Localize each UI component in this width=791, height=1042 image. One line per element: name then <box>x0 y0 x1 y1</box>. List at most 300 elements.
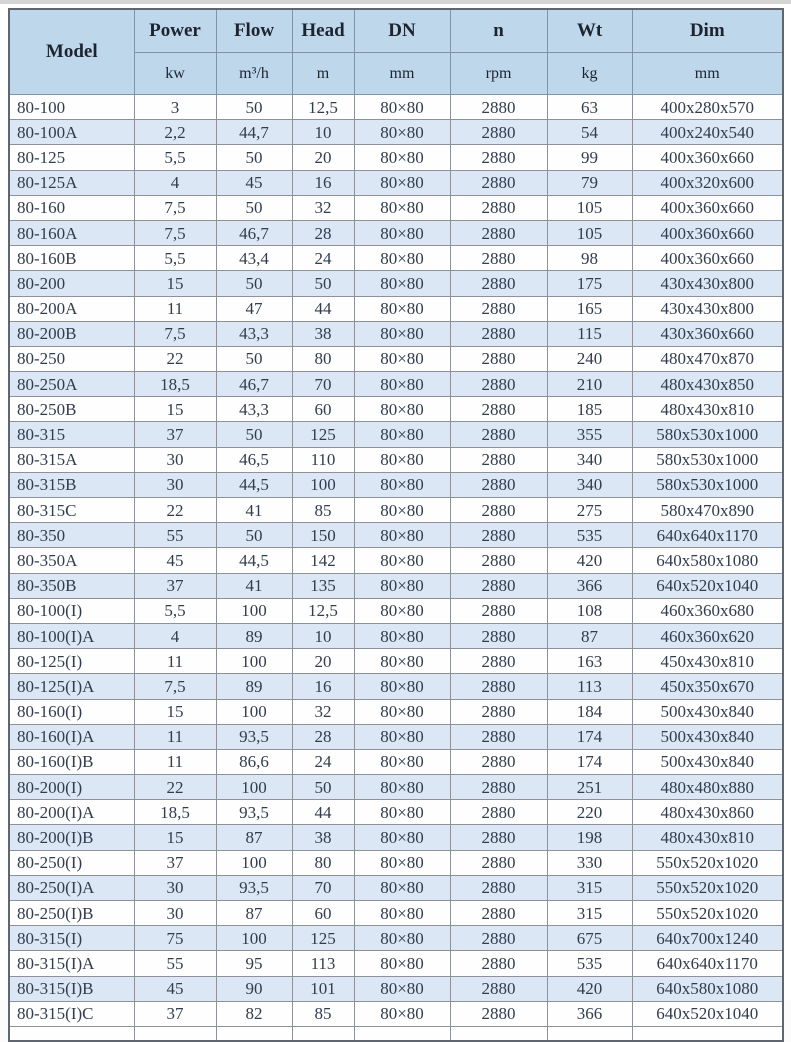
value-cell: 93,5 <box>216 800 292 825</box>
value-cell: 500x430x840 <box>632 724 783 749</box>
model-cell: 80-250(I) <box>9 850 134 875</box>
value-cell: 480x480x880 <box>632 775 783 800</box>
model-cell: 80-100 <box>9 95 134 120</box>
value-cell: 80×80 <box>354 674 450 699</box>
table-row <box>9 1001 783 1026</box>
table-row <box>9 372 783 397</box>
value-cell: 640x640x1170 <box>632 951 783 976</box>
value-cell: 2880 <box>450 372 547 397</box>
empty-cell <box>632 1026 783 1041</box>
table-row <box>9 674 783 699</box>
value-cell: 54 <box>547 120 632 145</box>
value-cell: 41 <box>216 573 292 598</box>
value-cell: 12,5 <box>292 95 354 120</box>
value-cell: 46,7 <box>216 220 292 245</box>
value-cell: 220 <box>547 800 632 825</box>
value-cell: 38 <box>292 321 354 346</box>
value-cell: 44,5 <box>216 548 292 573</box>
model-cell: 80-160(I) <box>9 699 134 724</box>
value-cell: 4 <box>134 170 216 195</box>
value-cell: 80×80 <box>354 825 450 850</box>
value-cell: 50 <box>216 523 292 548</box>
value-cell: 2880 <box>450 447 547 472</box>
value-cell: 50 <box>216 195 292 220</box>
value-cell: 100 <box>216 649 292 674</box>
model-cell: 80-315(I)B <box>9 976 134 1001</box>
table-row <box>9 95 783 120</box>
model-cell: 80-315(I) <box>9 926 134 951</box>
value-cell: 80×80 <box>354 498 450 523</box>
value-cell: 500x430x840 <box>632 699 783 724</box>
value-cell: 89 <box>216 674 292 699</box>
value-cell: 50 <box>292 271 354 296</box>
value-cell: 480x430x810 <box>632 825 783 850</box>
value-cell: 675 <box>547 926 632 951</box>
value-cell: 2880 <box>450 623 547 648</box>
empty-cell <box>9 1026 134 1041</box>
model-cell: 80-125A <box>9 170 134 195</box>
value-cell: 480x430x860 <box>632 800 783 825</box>
value-cell: 580x530x1000 <box>632 422 783 447</box>
value-cell: 640x700x1240 <box>632 926 783 951</box>
column-unit-head: m <box>292 53 354 95</box>
value-cell: 41 <box>216 498 292 523</box>
value-cell: 330 <box>547 850 632 875</box>
value-cell: 70 <box>292 372 354 397</box>
column-unit-flow: m³/h <box>216 53 292 95</box>
value-cell: 2880 <box>450 422 547 447</box>
value-cell: 80×80 <box>354 195 450 220</box>
value-cell: 20 <box>292 145 354 170</box>
value-cell: 251 <box>547 775 632 800</box>
value-cell: 46,5 <box>216 447 292 472</box>
value-cell: 80×80 <box>354 220 450 245</box>
value-cell: 44,5 <box>216 472 292 497</box>
value-cell: 38 <box>292 825 354 850</box>
value-cell: 37 <box>134 1001 216 1026</box>
value-cell: 400x360x660 <box>632 246 783 271</box>
value-cell: 450x350x670 <box>632 674 783 699</box>
value-cell: 80 <box>292 850 354 875</box>
table-row <box>9 472 783 497</box>
value-cell: 50 <box>292 775 354 800</box>
value-cell: 30 <box>134 901 216 926</box>
value-cell: 113 <box>547 674 632 699</box>
value-cell: 2880 <box>450 145 547 170</box>
model-cell: 80-160B <box>9 246 134 271</box>
value-cell: 30 <box>134 875 216 900</box>
model-cell: 80-315C <box>9 498 134 523</box>
value-cell: 135 <box>292 573 354 598</box>
value-cell: 420 <box>547 548 632 573</box>
value-cell: 85 <box>292 1001 354 1026</box>
value-cell: 15 <box>134 397 216 422</box>
value-cell: 80×80 <box>354 523 450 548</box>
value-cell: 28 <box>292 724 354 749</box>
value-cell: 400x360x660 <box>632 145 783 170</box>
value-cell: 2880 <box>450 800 547 825</box>
value-cell: 86,6 <box>216 749 292 774</box>
value-cell: 640x640x1170 <box>632 523 783 548</box>
model-cell: 80-250 <box>9 346 134 371</box>
value-cell: 11 <box>134 649 216 674</box>
table-row <box>9 397 783 422</box>
empty-cell <box>216 1026 292 1041</box>
value-cell: 11 <box>134 749 216 774</box>
value-cell: 100 <box>292 472 354 497</box>
value-cell: 340 <box>547 472 632 497</box>
value-cell: 430x360x660 <box>632 321 783 346</box>
value-cell: 80×80 <box>354 749 450 774</box>
value-cell: 2880 <box>450 573 547 598</box>
value-cell: 640x580x1080 <box>632 548 783 573</box>
value-cell: 80×80 <box>354 901 450 926</box>
value-cell: 400x360x660 <box>632 195 783 220</box>
value-cell: 80×80 <box>354 95 450 120</box>
value-cell: 80×80 <box>354 926 450 951</box>
value-cell: 43,4 <box>216 246 292 271</box>
column-unit-n: rpm <box>450 53 547 95</box>
value-cell: 580x470x890 <box>632 498 783 523</box>
value-cell: 2880 <box>450 95 547 120</box>
value-cell: 93,5 <box>216 875 292 900</box>
value-cell: 70 <box>292 875 354 900</box>
model-cell: 80-100(I)A <box>9 623 134 648</box>
pump-spec-table <box>8 8 784 1042</box>
value-cell: 87 <box>216 901 292 926</box>
value-cell: 80×80 <box>354 145 450 170</box>
value-cell: 80×80 <box>354 800 450 825</box>
value-cell: 85 <box>292 498 354 523</box>
model-cell: 80-315(I)A <box>9 951 134 976</box>
empty-cell <box>354 1026 450 1041</box>
empty-cell <box>134 1026 216 1041</box>
value-cell: 50 <box>216 145 292 170</box>
value-cell: 11 <box>134 296 216 321</box>
value-cell: 44,7 <box>216 120 292 145</box>
value-cell: 87 <box>216 825 292 850</box>
model-cell: 80-200B <box>9 321 134 346</box>
value-cell: 45 <box>134 548 216 573</box>
column-unit-dim: mm <box>632 53 783 95</box>
value-cell: 2880 <box>450 1001 547 1026</box>
value-cell: 24 <box>292 749 354 774</box>
value-cell: 43,3 <box>216 321 292 346</box>
value-cell: 18,5 <box>134 372 216 397</box>
value-cell: 420 <box>547 976 632 1001</box>
table-row <box>9 598 783 623</box>
model-cell: 80-200A <box>9 296 134 321</box>
value-cell: 100 <box>216 926 292 951</box>
column-header-head: Head <box>292 9 354 53</box>
model-cell: 80-315B <box>9 472 134 497</box>
value-cell: 142 <box>292 548 354 573</box>
value-cell: 460x360x620 <box>632 623 783 648</box>
value-cell: 22 <box>134 346 216 371</box>
model-cell: 80-125(I)A <box>9 674 134 699</box>
table-row <box>9 901 783 926</box>
value-cell: 5,5 <box>134 598 216 623</box>
value-cell: 80×80 <box>354 346 450 371</box>
value-cell: 550x520x1020 <box>632 850 783 875</box>
value-cell: 100 <box>216 850 292 875</box>
value-cell: 87 <box>547 623 632 648</box>
model-cell: 80-160(I)B <box>9 749 134 774</box>
value-cell: 366 <box>547 1001 632 1026</box>
table-row <box>9 825 783 850</box>
value-cell: 55 <box>134 523 216 548</box>
value-cell: 2880 <box>450 246 547 271</box>
value-cell: 45 <box>216 170 292 195</box>
value-cell: 184 <box>547 699 632 724</box>
value-cell: 2880 <box>450 346 547 371</box>
table-row <box>9 523 783 548</box>
value-cell: 80×80 <box>354 598 450 623</box>
value-cell: 110 <box>292 447 354 472</box>
table-row <box>9 321 783 346</box>
model-cell: 80-350A <box>9 548 134 573</box>
value-cell: 80×80 <box>354 573 450 598</box>
model-cell: 80-315 <box>9 422 134 447</box>
value-cell: 174 <box>547 724 632 749</box>
empty-cell <box>547 1026 632 1041</box>
value-cell: 80×80 <box>354 548 450 573</box>
value-cell: 30 <box>134 447 216 472</box>
value-cell: 315 <box>547 901 632 926</box>
value-cell: 20 <box>292 649 354 674</box>
value-cell: 275 <box>547 498 632 523</box>
value-cell: 80×80 <box>354 850 450 875</box>
table-row <box>9 951 783 976</box>
value-cell: 2880 <box>450 321 547 346</box>
value-cell: 4 <box>134 623 216 648</box>
value-cell: 2880 <box>450 649 547 674</box>
table-row <box>9 422 783 447</box>
value-cell: 16 <box>292 170 354 195</box>
value-cell: 535 <box>547 523 632 548</box>
value-cell: 22 <box>134 498 216 523</box>
model-cell: 80-350 <box>9 523 134 548</box>
value-cell: 47 <box>216 296 292 321</box>
value-cell: 2880 <box>450 749 547 774</box>
value-cell: 210 <box>547 372 632 397</box>
model-cell: 80-125(I) <box>9 649 134 674</box>
value-cell: 580x530x1000 <box>632 472 783 497</box>
model-cell: 80-200(I)A <box>9 800 134 825</box>
table-row <box>9 850 783 875</box>
value-cell: 2880 <box>450 271 547 296</box>
value-cell: 79 <box>547 170 632 195</box>
value-cell: 2880 <box>450 598 547 623</box>
value-cell: 5,5 <box>134 246 216 271</box>
value-cell: 22 <box>134 775 216 800</box>
value-cell: 7,5 <box>134 674 216 699</box>
value-cell: 2880 <box>450 875 547 900</box>
value-cell: 550x520x1020 <box>632 875 783 900</box>
value-cell: 400x320x600 <box>632 170 783 195</box>
value-cell: 2880 <box>450 724 547 749</box>
value-cell: 90 <box>216 976 292 1001</box>
table-row <box>9 548 783 573</box>
table-row <box>9 649 783 674</box>
value-cell: 99 <box>547 145 632 170</box>
value-cell: 80×80 <box>354 699 450 724</box>
value-cell: 37 <box>134 573 216 598</box>
value-cell: 2880 <box>450 397 547 422</box>
value-cell: 105 <box>547 195 632 220</box>
value-cell: 80×80 <box>354 246 450 271</box>
value-cell: 2880 <box>450 170 547 195</box>
value-cell: 10 <box>292 623 354 648</box>
table-row <box>9 271 783 296</box>
value-cell: 400x280x570 <box>632 95 783 120</box>
value-cell: 5,5 <box>134 145 216 170</box>
value-cell: 80×80 <box>354 951 450 976</box>
table-row <box>9 875 783 900</box>
value-cell: 165 <box>547 296 632 321</box>
value-cell: 2880 <box>450 775 547 800</box>
value-cell: 80×80 <box>354 422 450 447</box>
table-row <box>9 170 783 195</box>
table-row <box>9 623 783 648</box>
table-row <box>9 120 783 145</box>
table-row <box>9 699 783 724</box>
value-cell: 16 <box>292 674 354 699</box>
model-cell: 80-315A <box>9 447 134 472</box>
value-cell: 2880 <box>450 850 547 875</box>
value-cell: 198 <box>547 825 632 850</box>
value-cell: 125 <box>292 926 354 951</box>
value-cell: 640x520x1040 <box>632 1001 783 1026</box>
value-cell: 80×80 <box>354 724 450 749</box>
value-cell: 30 <box>134 472 216 497</box>
value-cell: 80×80 <box>354 649 450 674</box>
model-cell: 80-350B <box>9 573 134 598</box>
column-unit-power: kw <box>134 53 216 95</box>
value-cell: 460x360x680 <box>632 598 783 623</box>
value-cell: 24 <box>292 246 354 271</box>
table-row <box>9 447 783 472</box>
value-cell: 7,5 <box>134 321 216 346</box>
value-cell: 2,2 <box>134 120 216 145</box>
table-row <box>9 220 783 245</box>
value-cell: 15 <box>134 699 216 724</box>
value-cell: 480x430x810 <box>632 397 783 422</box>
model-cell: 80-125 <box>9 145 134 170</box>
value-cell: 63 <box>547 95 632 120</box>
value-cell: 640x520x1040 <box>632 573 783 598</box>
table-row <box>9 498 783 523</box>
table-row <box>9 749 783 774</box>
column-header-flow: Flow <box>216 9 292 53</box>
value-cell: 355 <box>547 422 632 447</box>
value-cell: 46,7 <box>216 372 292 397</box>
value-cell: 11 <box>134 724 216 749</box>
model-cell: 80-250A <box>9 372 134 397</box>
value-cell: 113 <box>292 951 354 976</box>
value-cell: 500x430x840 <box>632 749 783 774</box>
value-cell: 80×80 <box>354 976 450 1001</box>
value-cell: 80×80 <box>354 372 450 397</box>
value-cell: 55 <box>134 951 216 976</box>
table-row <box>9 296 783 321</box>
value-cell: 7,5 <box>134 220 216 245</box>
value-cell: 50 <box>216 346 292 371</box>
table-row <box>9 573 783 598</box>
value-cell: 80×80 <box>354 1001 450 1026</box>
model-cell: 80-100A <box>9 120 134 145</box>
value-cell: 80×80 <box>354 875 450 900</box>
value-cell: 580x530x1000 <box>632 447 783 472</box>
value-cell: 366 <box>547 573 632 598</box>
value-cell: 2880 <box>450 548 547 573</box>
column-header-n: n <box>450 9 547 53</box>
value-cell: 18,5 <box>134 800 216 825</box>
model-cell: 80-160(I)A <box>9 724 134 749</box>
value-cell: 98 <box>547 246 632 271</box>
model-cell: 80-250B <box>9 397 134 422</box>
table-row <box>9 145 783 170</box>
table-row <box>9 195 783 220</box>
column-header-model: Model <box>9 9 134 95</box>
value-cell: 105 <box>547 220 632 245</box>
header-label-row <box>9 9 783 53</box>
value-cell: 7,5 <box>134 195 216 220</box>
value-cell: 95 <box>216 951 292 976</box>
value-cell: 93,5 <box>216 724 292 749</box>
value-cell: 101 <box>292 976 354 1001</box>
table-row-partial <box>9 1026 783 1041</box>
value-cell: 340 <box>547 447 632 472</box>
value-cell: 400x360x660 <box>632 220 783 245</box>
table-row <box>9 246 783 271</box>
value-cell: 2880 <box>450 220 547 245</box>
column-header-wt: Wt <box>547 9 632 53</box>
value-cell: 2880 <box>450 523 547 548</box>
value-cell: 80×80 <box>354 170 450 195</box>
table-row <box>9 926 783 951</box>
value-cell: 315 <box>547 875 632 900</box>
value-cell: 80×80 <box>354 472 450 497</box>
model-cell: 80-250(I)A <box>9 875 134 900</box>
value-cell: 32 <box>292 195 354 220</box>
value-cell: 89 <box>216 623 292 648</box>
value-cell: 15 <box>134 271 216 296</box>
table-row <box>9 724 783 749</box>
table-row <box>9 800 783 825</box>
value-cell: 400x240x540 <box>632 120 783 145</box>
value-cell: 80×80 <box>354 623 450 648</box>
empty-cell <box>450 1026 547 1041</box>
value-cell: 3 <box>134 95 216 120</box>
model-cell: 80-160 <box>9 195 134 220</box>
value-cell: 15 <box>134 825 216 850</box>
column-unit-wt: kg <box>547 53 632 95</box>
table-row <box>9 346 783 371</box>
value-cell: 430x430x800 <box>632 271 783 296</box>
value-cell: 2880 <box>450 699 547 724</box>
value-cell: 2880 <box>450 976 547 1001</box>
value-cell: 480x470x870 <box>632 346 783 371</box>
value-cell: 50 <box>216 95 292 120</box>
value-cell: 150 <box>292 523 354 548</box>
value-cell: 2880 <box>450 901 547 926</box>
value-cell: 45 <box>134 976 216 1001</box>
model-cell: 80-160A <box>9 220 134 245</box>
table-row <box>9 775 783 800</box>
value-cell: 32 <box>292 699 354 724</box>
value-cell: 2880 <box>450 825 547 850</box>
